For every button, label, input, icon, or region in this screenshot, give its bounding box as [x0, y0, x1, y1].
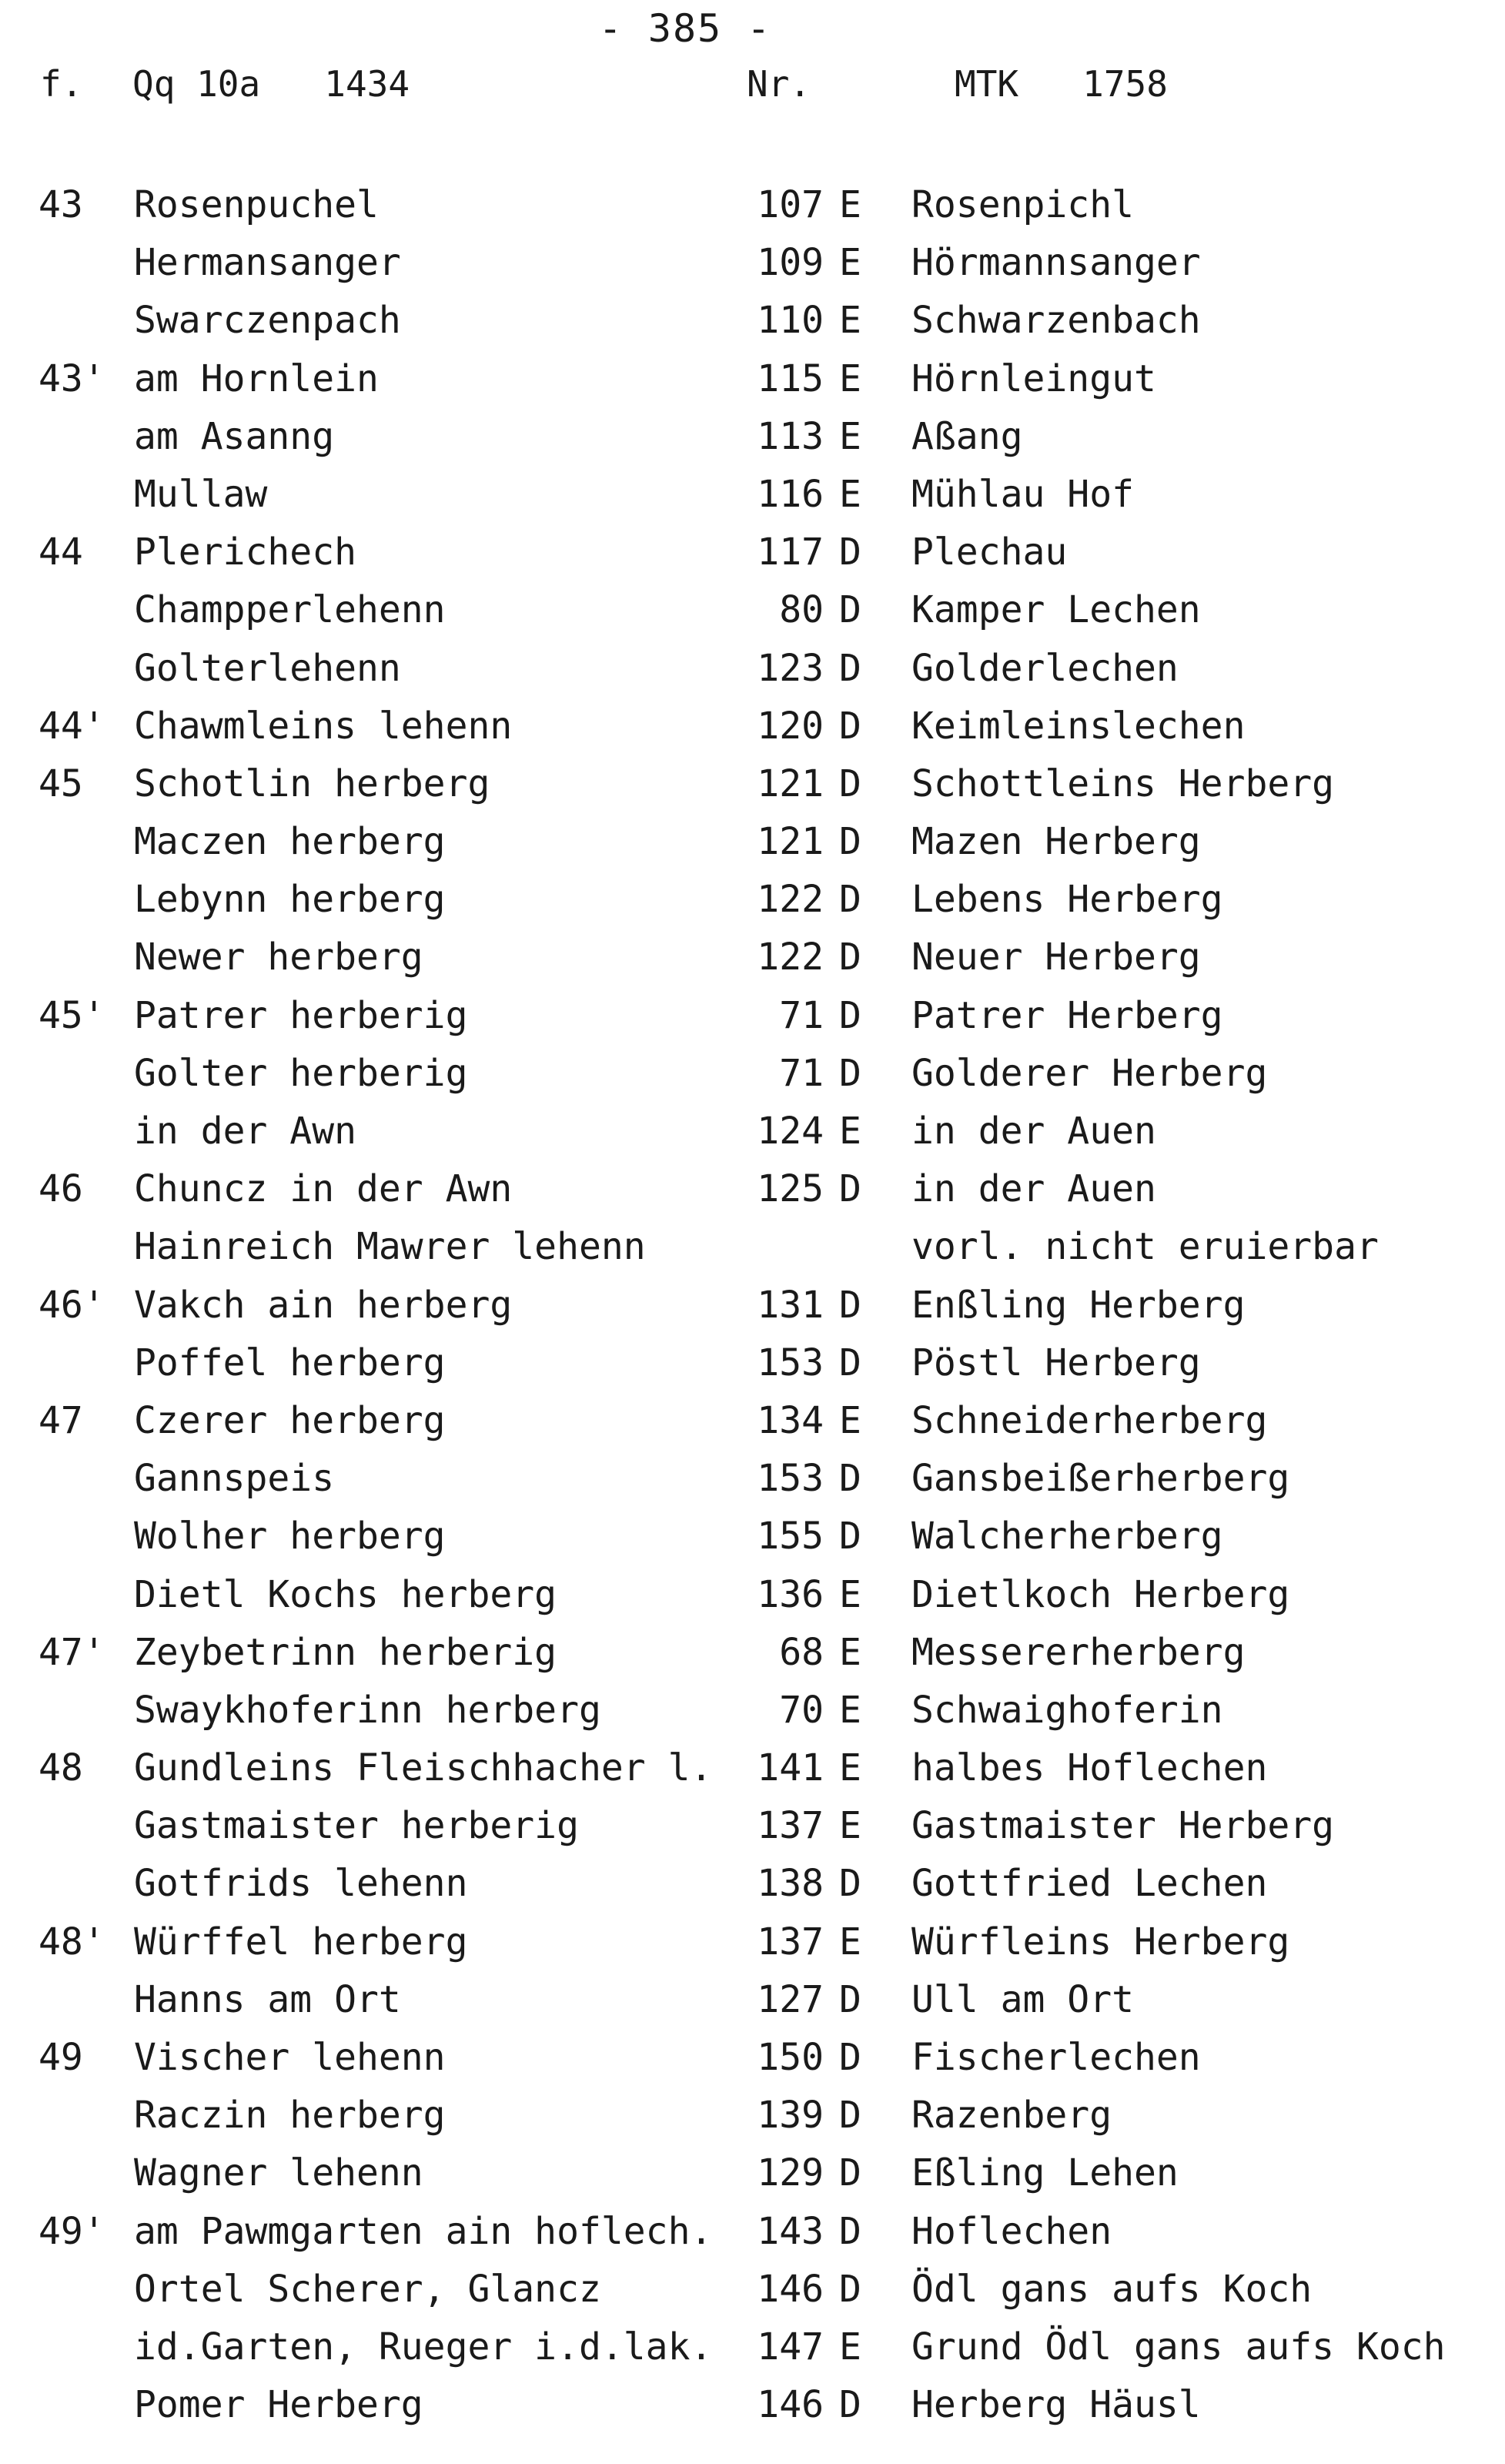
entry-number: 113 [757, 414, 824, 458]
historic-name: am Pawmgarten ain hoflech. [134, 2209, 713, 2253]
entry-number: 125 [757, 1167, 824, 1211]
folio: 45 [38, 762, 83, 805]
historic-name: Vakch ain herberg [134, 1283, 513, 1327]
historic-name: Poffel herberg [134, 1341, 446, 1384]
entry-number: 147 [757, 2325, 824, 2369]
modern-name: Mazen Herberg [911, 820, 1201, 864]
entry-row [0, 2324, 1505, 2382]
entry-number: 70 [779, 1688, 824, 1732]
historic-name: Ortel Scherer, Glancz [134, 2267, 601, 2311]
folio: 48 [38, 1746, 83, 1790]
entry-row [0, 1166, 1505, 1224]
folio: 43' [38, 357, 105, 400]
entry-row [0, 934, 1505, 992]
header-target: MTK 1758 [955, 63, 1168, 105]
entry-number: 115 [757, 357, 824, 400]
entry-class: E [839, 357, 861, 400]
entry-class: E [839, 183, 861, 226]
entry-class: D [839, 1977, 861, 2021]
modern-name: Mühlau Hof [911, 472, 1134, 516]
modern-name: Gottfried Lechen [911, 1862, 1268, 1906]
entry-class: D [839, 762, 861, 805]
entry-class: D [839, 2094, 861, 2138]
modern-name: vorl. nicht eruierbar [911, 1225, 1379, 1269]
entry-number: 131 [757, 1283, 824, 1327]
entry-number: 141 [757, 1746, 824, 1790]
entry-class: E [839, 1688, 861, 1732]
historic-name: Maczen herberg [134, 820, 446, 864]
historic-name: Raczin herberg [134, 2094, 446, 2138]
entry-row [0, 1050, 1505, 1108]
modern-name: in der Auen [911, 1110, 1156, 1153]
historic-name: Chawmleins lehenn [134, 704, 513, 748]
modern-name: Schneiderherberg [911, 1398, 1268, 1442]
entry-class: D [839, 646, 861, 690]
entry-number: 122 [757, 878, 824, 922]
modern-name: Messererherberg [911, 1630, 1246, 1674]
entry-row [0, 1919, 1505, 1977]
modern-name: Lebens Herberg [911, 878, 1223, 922]
entry-row [0, 1977, 1505, 2034]
modern-name: Patrer Herberg [911, 993, 1223, 1037]
entry-row [0, 1224, 1505, 1281]
modern-name: Hörnleingut [911, 357, 1156, 400]
entry-list [0, 182, 1505, 2439]
modern-name: Gastmaister Herberg [911, 1804, 1335, 1848]
modern-name: Neuer Herberg [911, 936, 1201, 979]
modern-name: Herberg Häusl [911, 2383, 1201, 2427]
modern-name: Walcherherberg [911, 1515, 1223, 1558]
historic-name: Vischer lehenn [134, 2036, 446, 2079]
entry-class: D [839, 1051, 861, 1095]
historic-name: Lebynn herberg [134, 878, 446, 922]
entry-number: 109 [757, 241, 824, 285]
historic-name: Wagner lehenn [134, 2151, 423, 2195]
entry-number: 123 [757, 646, 824, 690]
entry-class: D [839, 1167, 861, 1211]
entry-number: 146 [757, 2383, 824, 2427]
modern-name: in der Auen [911, 1167, 1156, 1211]
entry-number: 153 [757, 1457, 824, 1501]
entry-row [0, 876, 1505, 934]
modern-name: Golderlechen [911, 646, 1179, 690]
folio: 44 [38, 531, 83, 574]
entry-row [0, 1803, 1505, 1860]
folio: 48' [38, 1920, 105, 1964]
modern-name: Plechau [911, 531, 1068, 574]
modern-name: Razenberg [911, 2094, 1112, 2138]
header-source: Qq 10a 1434 [132, 63, 410, 105]
modern-name: Gansbeißerherberg [911, 1457, 1290, 1501]
header-folio-label: f. [40, 63, 83, 105]
entry-row [0, 182, 1505, 239]
page-number: - 385 - [598, 6, 772, 51]
historic-name: Chuncz in der Awn [134, 1167, 513, 1211]
historic-name: Würffel herberg [134, 1920, 468, 1964]
entry-row [0, 1572, 1505, 1629]
entry-row [0, 2034, 1505, 2092]
entry-number: 116 [757, 472, 824, 516]
historic-name: Golterlehenn [134, 646, 401, 690]
entry-number: 71 [779, 1051, 824, 1095]
entry-class: E [839, 241, 861, 285]
entry-class: E [839, 1630, 861, 1674]
entry-number: 146 [757, 2267, 824, 2311]
historic-name: Plerichech [134, 531, 356, 574]
folio: 49 [38, 2036, 83, 2079]
entry-row [0, 2208, 1505, 2266]
entry-row [0, 471, 1505, 529]
entry-row [0, 1108, 1505, 1166]
entry-class: E [839, 1398, 861, 1442]
historic-name: Pomer Herberg [134, 2383, 423, 2427]
historic-name: Newer herberg [134, 936, 423, 979]
entry-row [0, 2266, 1505, 2324]
entry-number: 122 [757, 936, 824, 979]
entry-number: 120 [757, 704, 824, 748]
entry-number: 80 [779, 588, 824, 632]
modern-name: Kamper Lechen [911, 588, 1201, 632]
modern-name: Grund Ödl gans aufs Koch [911, 2325, 1446, 2369]
historic-name: Gastmaister herberig [134, 1804, 579, 1848]
historic-name: Swaykhoferinn herberg [134, 1688, 601, 1732]
entry-row [0, 1629, 1505, 1687]
entry-class: E [839, 299, 861, 343]
entry-class: D [839, 2209, 861, 2253]
historic-name: Gannspeis [134, 1457, 335, 1501]
entry-class: D [839, 878, 861, 922]
entry-number: 129 [757, 2151, 824, 2195]
entry-class: E [839, 1746, 861, 1790]
entry-class: D [839, 588, 861, 632]
entry-row [0, 1513, 1505, 1571]
entry-row [0, 645, 1505, 703]
entry-row [0, 703, 1505, 761]
modern-name: Hoflechen [911, 2209, 1112, 2253]
historic-name: Patrer herberig [134, 993, 468, 1037]
historic-name: Hanns am Ort [134, 1977, 401, 2021]
entry-row [0, 413, 1505, 471]
entry-class: D [839, 1515, 861, 1558]
modern-name: Fischerlechen [911, 2036, 1201, 2079]
modern-name: Dietlkoch Herberg [911, 1572, 1290, 1616]
entry-class: E [839, 414, 861, 458]
entry-row [0, 529, 1505, 587]
entry-row [0, 1455, 1505, 1513]
entry-class: D [839, 993, 861, 1037]
entry-number: 136 [757, 1572, 824, 1616]
historic-name: in der Awn [134, 1110, 356, 1153]
modern-name: Schwarzenbach [911, 299, 1201, 343]
entry-number: 117 [757, 531, 824, 574]
entry-class: E [839, 2325, 861, 2369]
historic-name: id.Garten, Rueger i.d.lak. [134, 2325, 713, 2369]
entry-number: 110 [757, 299, 824, 343]
modern-name: Würfleins Herberg [911, 1920, 1290, 1964]
entry-number: 127 [757, 1977, 824, 2021]
entry-class: E [839, 1920, 861, 1964]
entry-row [0, 587, 1505, 644]
historic-name: Mullaw [134, 472, 268, 516]
historic-name: Dietl Kochs herberg [134, 1572, 557, 1616]
entry-row [0, 239, 1505, 297]
modern-name: Aßang [911, 414, 1023, 458]
historic-name: Hermansanger [134, 241, 401, 285]
historic-name: am Asanng [134, 414, 335, 458]
entry-class: D [839, 1862, 861, 1906]
entry-number: 121 [757, 820, 824, 864]
entry-class: D [839, 1283, 861, 1327]
entry-class: E [839, 1804, 861, 1848]
entry-number: 137 [757, 1804, 824, 1848]
modern-name: Hörmannsanger [911, 241, 1201, 285]
modern-name: Schottleins Herberg [911, 762, 1335, 805]
modern-name: Enßling Herberg [911, 1283, 1246, 1327]
entry-class: D [839, 2383, 861, 2427]
folio: 47' [38, 1630, 105, 1674]
entry-class: D [839, 1457, 861, 1501]
entry-number: 139 [757, 2094, 824, 2138]
entry-row [0, 356, 1505, 413]
entry-row [0, 1340, 1505, 1398]
historic-name: Rosenpuchel [134, 183, 379, 226]
entry-row [0, 1282, 1505, 1340]
entry-number: 71 [779, 993, 824, 1037]
entry-class: D [839, 2036, 861, 2079]
modern-name: Eßling Lehen [911, 2151, 1179, 2195]
entry-number: 68 [779, 1630, 824, 1674]
historic-name: am Hornlein [134, 357, 379, 400]
entry-row [0, 2092, 1505, 2150]
modern-name: Ull am Ort [911, 1977, 1134, 2021]
entry-number: 121 [757, 762, 824, 805]
folio: 46' [38, 1283, 105, 1327]
entry-number: 153 [757, 1341, 824, 1384]
entry-number: 155 [757, 1515, 824, 1558]
entry-row [0, 297, 1505, 355]
entry-class: D [839, 2151, 861, 2195]
entry-class: E [839, 1110, 861, 1153]
historic-name: Golter herberig [134, 1051, 468, 1095]
entry-row [0, 2382, 1505, 2439]
column-header-row [0, 63, 1505, 117]
historic-name: Gundleins Fleischhacher l. [134, 1746, 713, 1790]
header-nr-label: Nr. [747, 63, 811, 105]
folio: 45' [38, 993, 105, 1037]
folio: 43 [38, 183, 83, 226]
entry-row [0, 1745, 1505, 1803]
entry-number: 107 [757, 183, 824, 226]
modern-name: Rosenpichl [911, 183, 1134, 226]
historic-name: Champperlehenn [134, 588, 446, 632]
entry-class: E [839, 472, 861, 516]
entry-row [0, 1398, 1505, 1455]
entry-number: 137 [757, 1920, 824, 1964]
historic-name: Czerer herberg [134, 1398, 446, 1442]
entry-number: 138 [757, 1862, 824, 1906]
entry-class: D [839, 531, 861, 574]
historic-name: Hainreich Mawrer lehenn [134, 1225, 646, 1269]
entry-number: 124 [757, 1110, 824, 1153]
historic-name: Schotlin herberg [134, 762, 490, 805]
modern-name: Pöstl Herberg [911, 1341, 1201, 1384]
entry-row [0, 761, 1505, 819]
entry-number: 150 [757, 2036, 824, 2079]
entry-class: D [839, 704, 861, 748]
entry-class: E [839, 1572, 861, 1616]
modern-name: Keimleinslechen [911, 704, 1246, 748]
modern-name: halbes Hoflechen [911, 1746, 1268, 1790]
folio: 44' [38, 704, 105, 748]
entry-row [0, 2150, 1505, 2208]
entry-number: 143 [757, 2209, 824, 2253]
historic-name: Gotfrids lehenn [134, 1862, 468, 1906]
entry-number: 134 [757, 1398, 824, 1442]
modern-name: Ödl gans aufs Koch [911, 2267, 1313, 2311]
entry-class: D [839, 820, 861, 864]
historic-name: Zeybetrinn herberig [134, 1630, 557, 1674]
historic-name: Wolher herberg [134, 1515, 446, 1558]
entry-row [0, 1860, 1505, 1918]
entry-row [0, 993, 1505, 1050]
entry-class: D [839, 1341, 861, 1384]
modern-name: Schwaighoferin [911, 1688, 1223, 1732]
folio: 49' [38, 2209, 105, 2253]
entry-class: D [839, 936, 861, 979]
folio: 47 [38, 1398, 83, 1442]
folio: 46 [38, 1167, 83, 1211]
entry-row [0, 1687, 1505, 1745]
entry-row [0, 819, 1505, 876]
entry-class: D [839, 2267, 861, 2311]
modern-name: Golderer Herberg [911, 1051, 1268, 1095]
historic-name: Swarczenpach [134, 299, 401, 343]
